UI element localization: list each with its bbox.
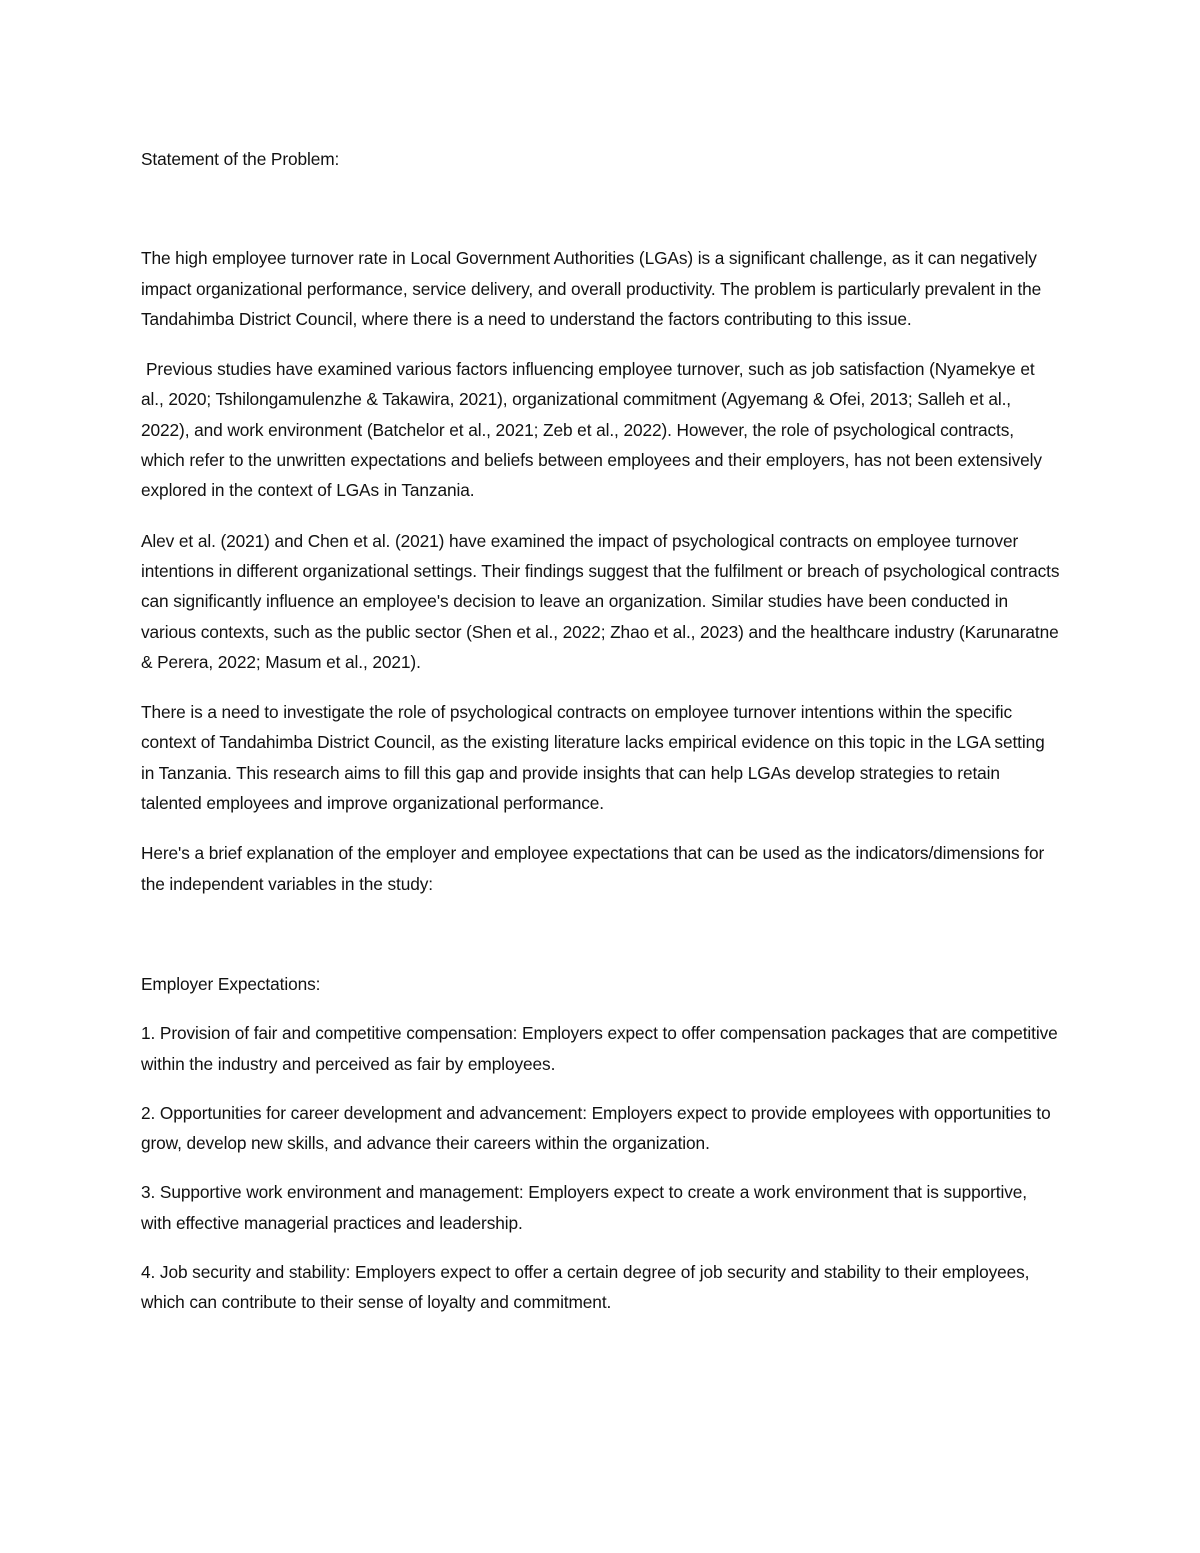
spacer bbox=[141, 999, 1061, 1018]
section-heading-employer-expectations: Employer Expectations: bbox=[141, 973, 321, 994]
list-item-2: 2. Opportunities for career development and advancement: Employers expect to provide employees with opportunities to grow, develop new skills, and advance their careers within the organization. bbox=[141, 1102, 1051, 1154]
paragraph-2 bbox=[141, 354, 1061, 505]
document-title: Statement of the Problem: bbox=[141, 149, 340, 169]
spacer bbox=[141, 677, 1061, 697]
spacer bbox=[141, 1158, 1061, 1177]
paragraph-5: Here's a brief explanation of the employer and employee expectations that can be used as the indicators/dimensions for the independent variables in the study: bbox=[141, 843, 1045, 894]
paragraph-1: The high employee turnover rate in Local Government Authorities (LGAs) is a significant challenge, as it can negatively impact organizational performance, service delivery, and overall productivity. The problem is particularly prevalent in the Tandahimba District Council, where there is a need to understand the factors contributing to this issue. bbox=[141, 248, 1042, 329]
spacer bbox=[141, 334, 1061, 354]
document-body bbox=[141, 144, 1061, 1318]
paragraph-4: There is a need to investigate the role of psychological contracts on employee turnover intentions within the specific context of Tandahimba District Council, as the existing literature lacks empirical evidence on this topic in the LGA setting in Tanzania. This research aims to fill this gap and provide insights that can help LGAs develop strategies to retain talented employees and improve organizational performance. bbox=[141, 702, 1045, 814]
spacer bbox=[141, 506, 1061, 526]
spacer bbox=[141, 1238, 1061, 1257]
spacer bbox=[141, 818, 1061, 838]
spacer bbox=[141, 174, 1061, 243]
paragraph-3: Alev et al. (2021) and Chen et al. (2021) have examined the impact of psychological contracts on employee turnover intentions in different organizational settings. Their findings suggest that the fulfilment or breach of psychological contracts can significantly influence an employee's decision to leave an organization. Similar studies have been conducted in various contexts, such as the public sector (Shen et al., 2022; Zhao et al., 2023) and the healthcare industry (Karunaratne & Perera, 2022; Masum et al., 2021). bbox=[141, 530, 1060, 672]
paragraph-2-text: Previous studies have examined various factors influencing employee turnover, such as job satisfaction (Nyamekye et al., 2020; Tshilongamulenzhe & Takawira, 2021), organizational commitment (Agyemang & Ofei, 2013; Salleh et al., 2022), and work environment (Batchelor et al., 2021; Zeb et al., 2022). However, the role of psychological contracts, which refer to the unwritten expectations and beliefs between employees and their employers, has not been extensively explored in the context of LGAs in Tanzania. bbox=[141, 359, 1042, 501]
spacer bbox=[141, 899, 1061, 969]
list-item-4: 4. Job security and stability: Employers expect to offer a certain degree of job security and stability to their employees, which can contribute to their sense of loyalty and commitment. bbox=[141, 1262, 1030, 1313]
list-item-1: 1. Provision of fair and competitive compensation: Employers expect to offer compensation packages that are competitive within the industry and perceived as fair by employees. bbox=[141, 1023, 1058, 1074]
spacer bbox=[141, 1079, 1061, 1098]
list-item-3: 3. Supportive work environment and management: Employers expect to create a work environment that is supportive, with effective managerial practices and leadership. bbox=[141, 1182, 1027, 1233]
